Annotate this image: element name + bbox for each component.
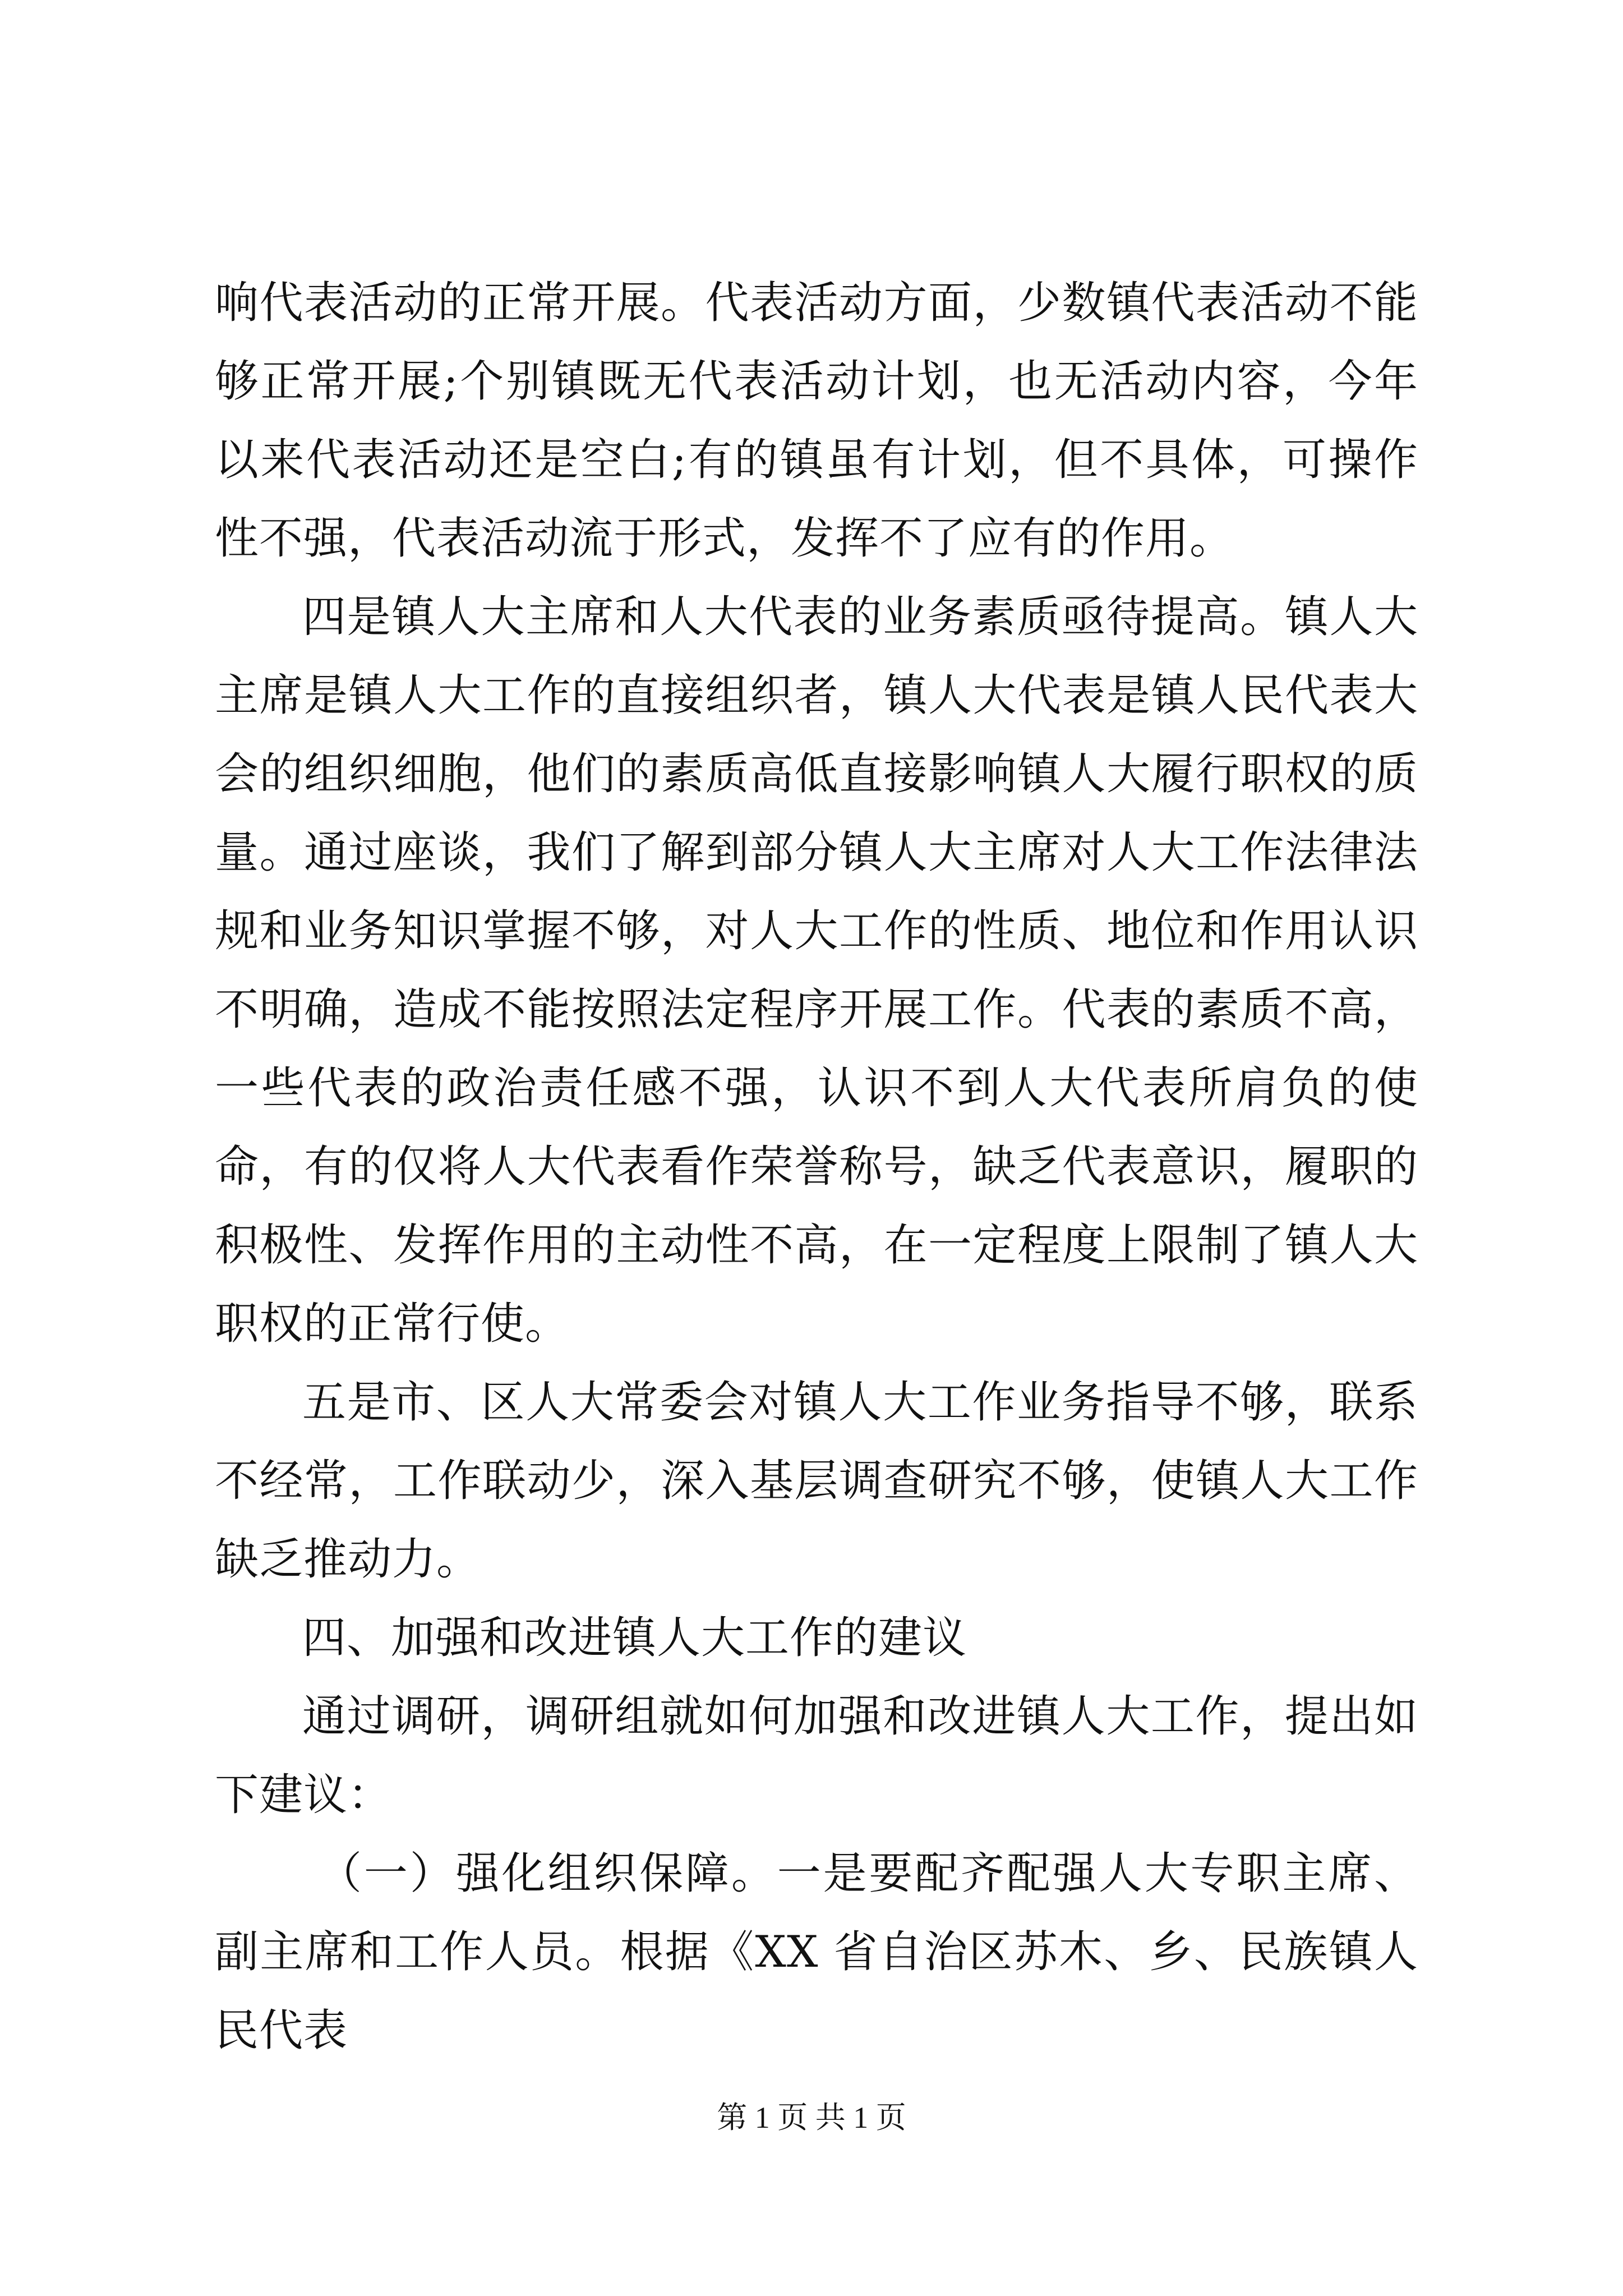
paragraph-continued: 响代表活动的正常开展。代表活动方面，少数镇代表活动不能够正常开展;个别镇既无代表活动计划，也无活动内容，今年以来代表活动还是空白;有的镇虽有计划，但不具体，可操作性不强，代表活动流于形式，发挥不了应有的作用。 <box>215 278 1418 564</box>
paragraph-suggestion-one: （一）强化组织保障。一是要配齐配强人大专职主席、副主席和工作人员。根据《XX 省自治区苏木、乡、民族镇人民代表 <box>215 1848 1418 2056</box>
document-body <box>215 264 1418 2070</box>
paragraph-point-four: 四是镇人大主席和人大代表的业务素质亟待提高。镇人大主席是镇人大工作的直接组织者，镇人大代表是镇人民代表大会的组织细胞，他们的素质高低直接影响镇人大履行职权的质量。通过座谈，我们了解到部分镇人大主席对人大工作法律法规和业务知识掌握不够，对人大工作的性质、地位和作用认识不明确，造成不能按照法定程序开展工作。代表的素质不高，一些代表的政治责任感不强，认识不到人大代表所肩负的使命，有的仅将人大代表看作荣誉称号，缺乏代表意识，履职的积极性、发挥作用的主动性不高，在一定程度上限制了镇人大职权的正常行使。 <box>215 592 1418 1349</box>
section-heading-suggestions: 四、加强和改进镇人大工作的建议 <box>302 1613 967 1663</box>
page-number-footer: 第 1 页 共 1 页 <box>717 2101 906 2134</box>
paragraph-point-five: 五是市、区人大常委会对镇人大工作业务指导不够，联系不经常，工作联动少，深入基层调查研究不够，使镇人大工作缺乏推动力。 <box>215 1377 1418 1585</box>
paragraph-intro-suggestions: 通过调研，调研组就如何加强和改进镇人大工作，提出如下建议： <box>215 1691 1418 1820</box>
